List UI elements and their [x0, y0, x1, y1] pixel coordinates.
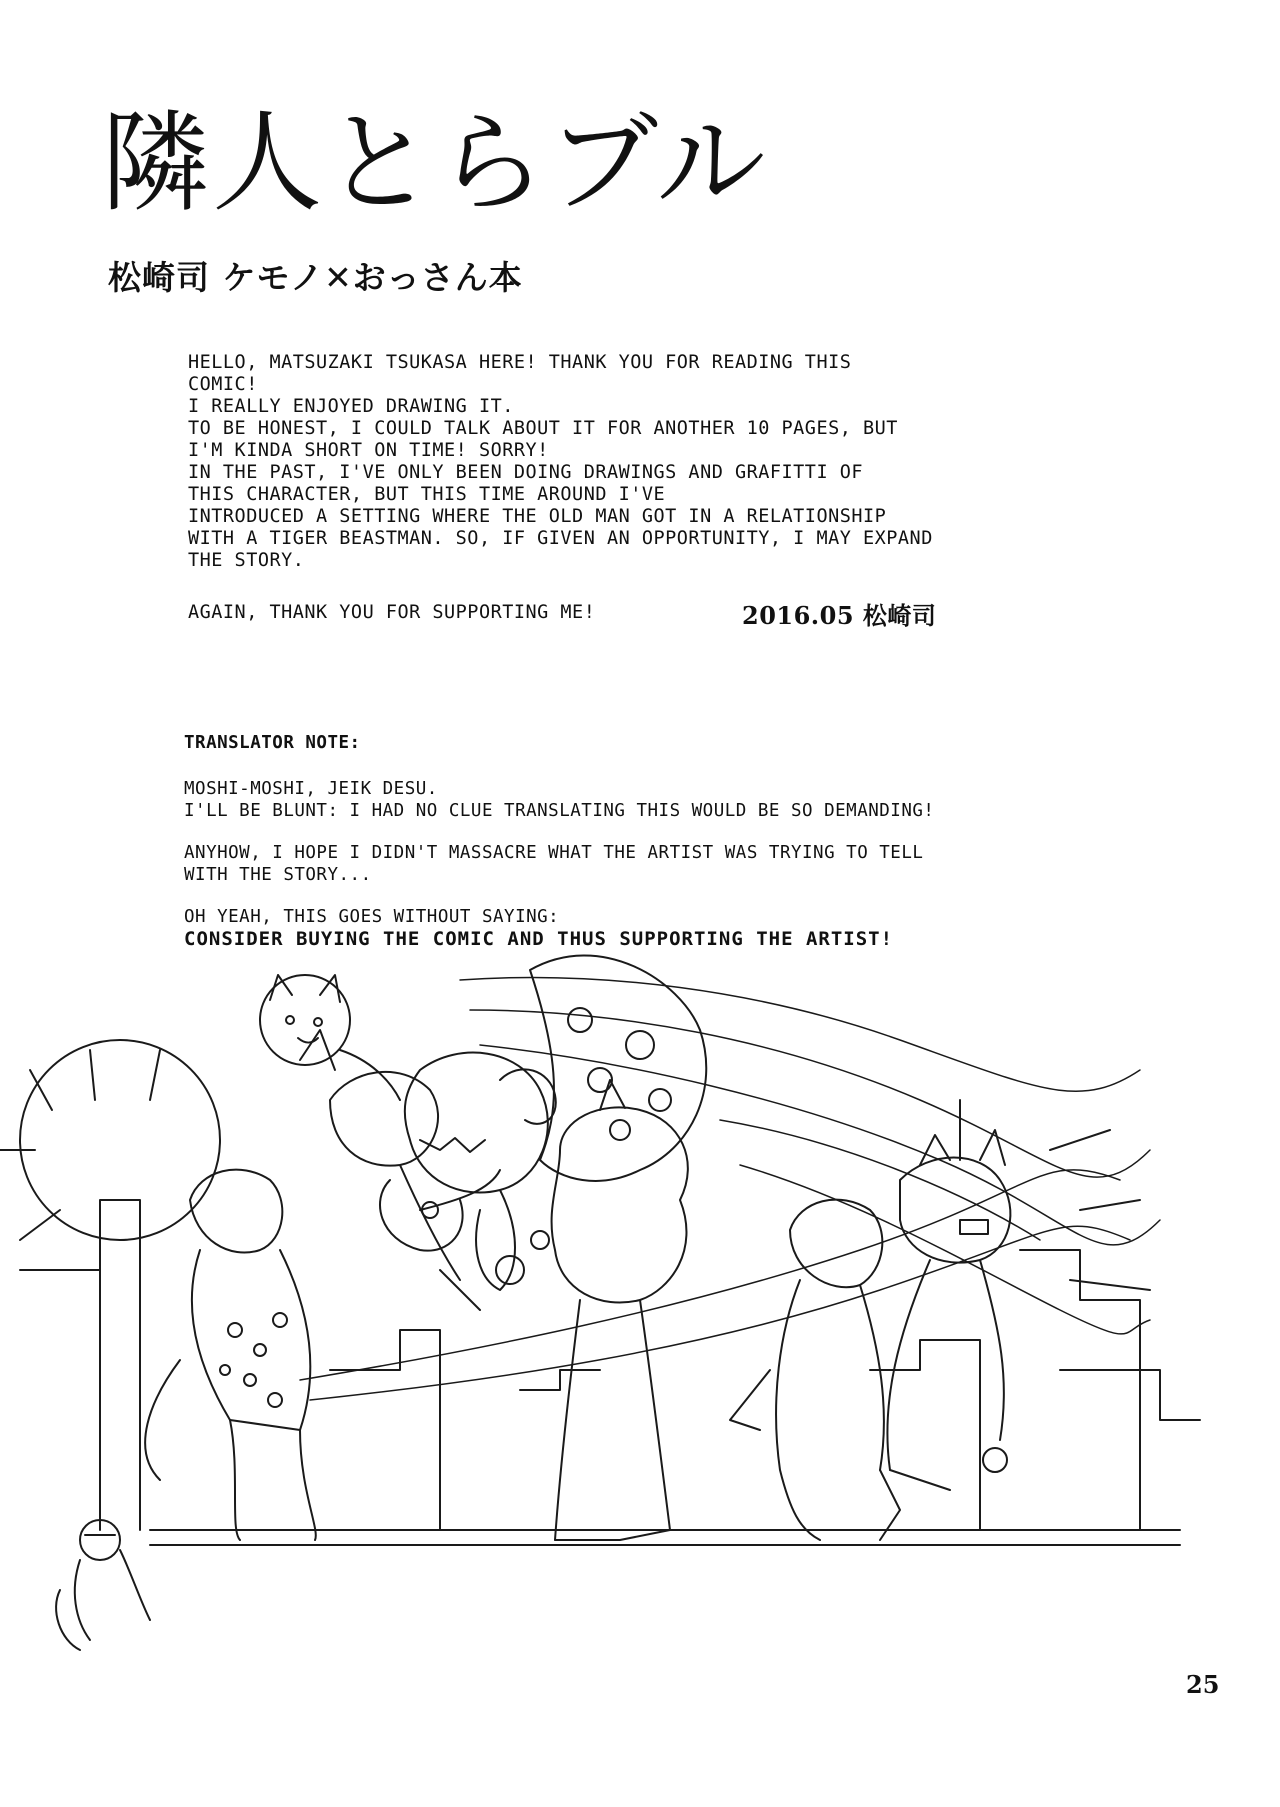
afterword-line: THIS CHARACTER, BUT THIS TIME AROUND I'VE	[188, 484, 666, 505]
small-character	[56, 1520, 150, 1650]
afterword-line: COMIC!	[188, 374, 258, 395]
flying-creature	[380, 955, 706, 1290]
motion-lines	[300, 978, 1160, 1401]
afterword-line: HELLO, MATSUZAKI TSUKASA HERE! THANK YOU FOR READING THIS	[188, 352, 852, 373]
translator-note-line: OH YEAH, THIS GOES WITHOUT SAYING:	[184, 907, 560, 927]
author-afterword	[188, 352, 1008, 595]
afterword-line: IN THE PAST, I'VE ONLY BEEN DOING DRAWINGS AND GRAFITTI OF	[188, 462, 864, 483]
afterword-paragraph	[188, 352, 1008, 572]
translator-note-paragraph	[184, 778, 1044, 822]
cat-in-bubble	[260, 975, 400, 1100]
translator-note-emphasis: CONSIDER BUYING THE COMIC AND THUS SUPPORTING THE ARTIST!	[184, 928, 894, 950]
translator-note-line: WITH THE STORY...	[184, 865, 372, 885]
translator-note-line: ANYHOW, I HOPE I DIDN'T MASSACRE WHAT THE ARTIST WAS TRYING TO TELL	[184, 843, 924, 863]
afterword-line: TO BE HONEST, I COULD TALK ABOUT IT FOR ANOTHER 10 PAGES, BUT	[188, 418, 898, 439]
sun-circle	[20, 1040, 220, 1240]
held-character	[300, 1030, 500, 1310]
afterword-line: INTRODUCED A SETTING WHERE THE OLD MAN GOT IN A RELATIONSHIP	[188, 506, 887, 527]
signoff-text: AGAIN, THANK YOU FOR SUPPORTING ME!	[188, 602, 596, 623]
afterword-date-signature: 2016.05 松崎司	[742, 601, 937, 630]
translator-note-line: MOSHI-MOSHI, JEIK DESU.	[184, 779, 438, 799]
translator-note-paragraph	[184, 842, 1044, 886]
afterword-line: WITH A TIGER BEASTMAN. SO, IF GIVEN AN OPPORTUNITY, I MAY EXPAND	[188, 528, 933, 549]
translator-note-line: I'LL BE BLUNT: I HAD NO CLUE TRANSLATING THIS WOULD BE SO DEMANDING!	[184, 801, 935, 821]
page-number: 25	[1186, 1670, 1220, 1699]
afterword-line: THE STORY.	[188, 550, 305, 571]
afterword-line: I'M KINDA SHORT ON TIME! SORRY!	[188, 440, 549, 461]
comic-title: 隣人とらブル	[100, 99, 768, 227]
translator-note	[184, 732, 1044, 950]
comic-subtitle: 松崎司 ケモノ✕おっさん本	[108, 258, 523, 297]
translator-note-heading: TRANSLATOR NOTE:	[184, 733, 361, 753]
afterword-signoff	[188, 602, 595, 623]
burst-lines	[0, 1050, 1150, 1290]
afterword-line: I REALLY ENJOYED DRAWING IT.	[188, 396, 514, 417]
line-art-illustration	[0, 950, 1280, 1807]
translator-note-paragraph	[184, 906, 1044, 950]
city-skyline	[20, 1200, 1200, 1545]
maned-character	[552, 1080, 688, 1540]
